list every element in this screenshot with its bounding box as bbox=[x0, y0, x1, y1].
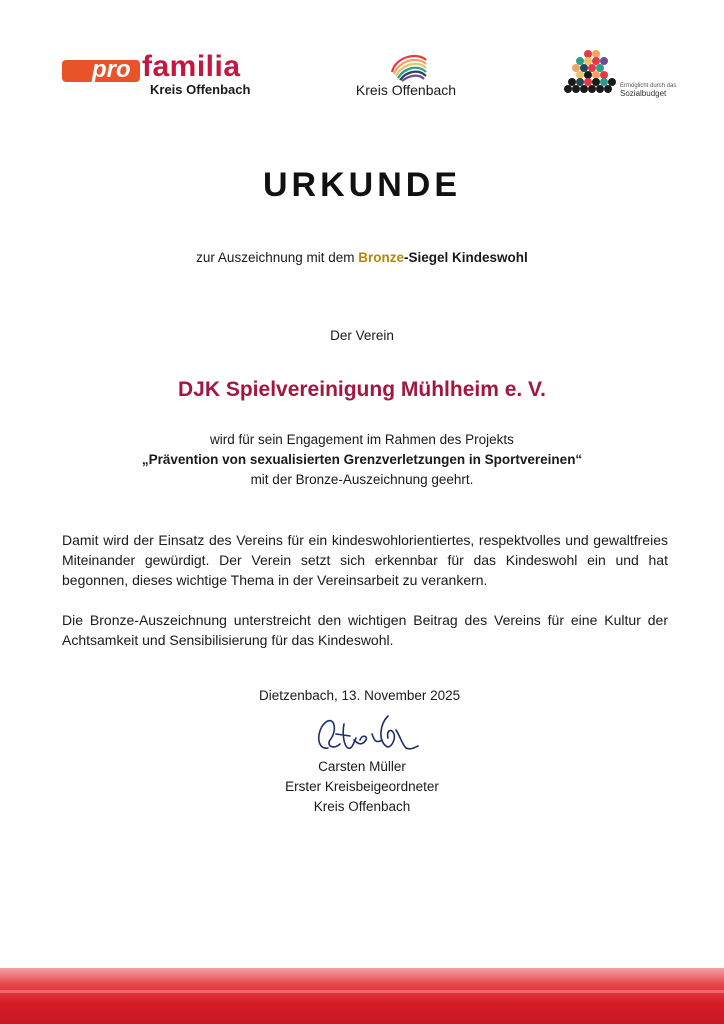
paragraph-2: Die Bronze-Auszeichnung unterstreicht den wichtigen Beitrag des Vereins für eine Kultur der Achtsamkeit und Sensibilisierung für das Kindeswohl. bbox=[62, 612, 668, 648]
sozialbudget-line1: Ermöglicht durch das bbox=[620, 83, 677, 89]
sozialbudget-hexagon-icon bbox=[562, 46, 618, 102]
sozialbudget-line2: Sozialbudget bbox=[620, 89, 667, 98]
certificate-subtitle bbox=[0, 250, 724, 265]
handwritten-signature bbox=[310, 700, 420, 762]
engagement-line: wird für sein Engagement im Rahmen des Projekts bbox=[210, 432, 514, 447]
award-line: mit der Bronze-Auszeichnung geehrt. bbox=[250, 472, 474, 487]
kreis-offenbach-logo bbox=[346, 50, 466, 102]
profamilia-logo bbox=[62, 52, 282, 102]
certificate-title: URKUNDE bbox=[263, 166, 461, 204]
footer-red-band bbox=[0, 968, 724, 1024]
signer-name: Carsten Müller bbox=[318, 759, 406, 774]
footer-highlight-stripe bbox=[0, 990, 724, 993]
signer-role: Erster Kreisbeigeordneter bbox=[285, 779, 439, 794]
profamilia-pro-text: pro bbox=[92, 56, 131, 83]
project-name: „Prävention von sexualisierten Grenzverletzungen in Sportvereinen“ bbox=[141, 452, 583, 467]
kreis-swirl-icon bbox=[386, 50, 430, 82]
paragraph-1: Damit wird der Einsatz des Vereins für ein kindeswohlorientiertes, respektvolles und gewaltfreies Miteinander gewürdigt. Der Verein setzt sich erkennbar für das Kindeswohl ein und hat begonnen, dieses wichtige Thema in der Vereinsarbeit zu verankern. bbox=[62, 532, 668, 588]
subtitle-bronze: Bronze bbox=[358, 250, 405, 265]
subtitle-seal: -Siegel Kindeswohl bbox=[404, 250, 528, 265]
sozialbudget-text bbox=[620, 82, 676, 98]
profamilia-subtitle: Kreis Offenbach bbox=[150, 82, 251, 97]
profamilia-familia-text: familia bbox=[142, 50, 241, 83]
club-name: DJK Spielvereinigung Mühlheim e. V. bbox=[178, 378, 546, 401]
place-date: Dietzenbach, 13. November 2025 bbox=[259, 688, 461, 703]
verein-label: Der Verein bbox=[330, 328, 394, 343]
subtitle-prefix: zur Auszeichnung mit dem bbox=[196, 250, 359, 265]
signer-org: Kreis Offenbach bbox=[313, 799, 411, 814]
sozialbudget-logo bbox=[562, 46, 682, 102]
kreis-offenbach-logo-text: Kreis Offenbach bbox=[355, 82, 457, 98]
